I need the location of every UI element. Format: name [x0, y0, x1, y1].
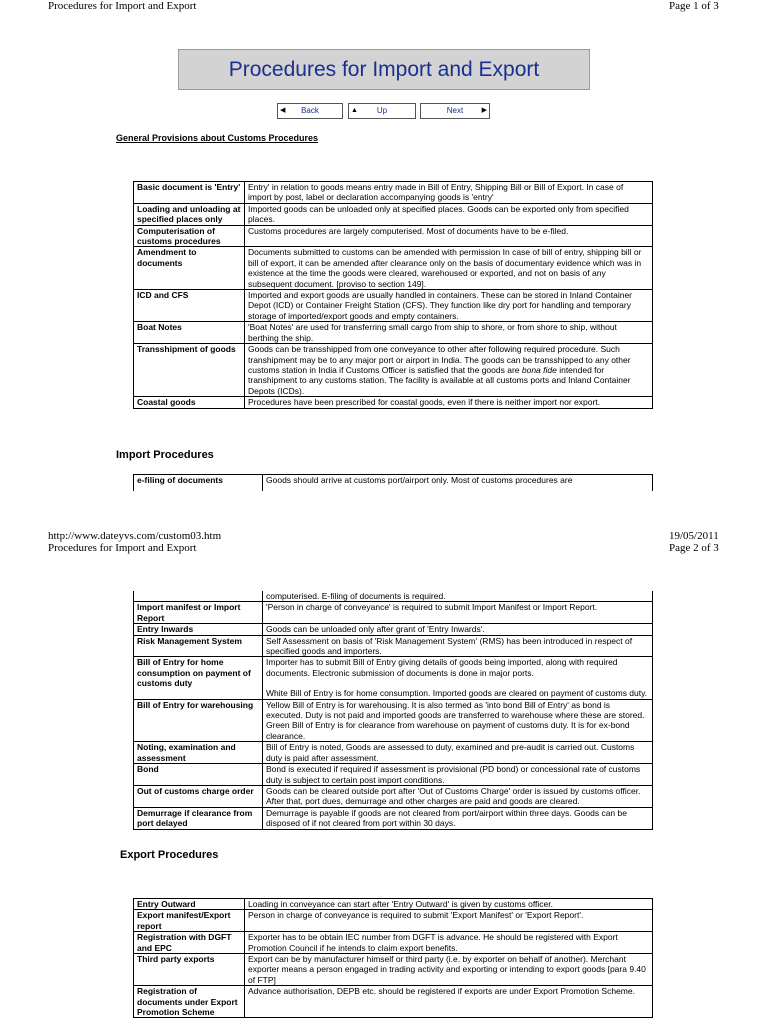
import-table-part2 — [133, 591, 653, 830]
row-key: Third party exports — [134, 954, 245, 986]
row-value: Entry' in relation to goods means entry made in Bill of Entry, Shipping Bill or Bill of Export. In case of import by post, label or declaration accompanying goods is 'entry' — [245, 182, 653, 204]
table-row — [134, 986, 653, 1018]
page1-page-number: Page 1 of 3 — [669, 0, 719, 12]
up-arrow-icon: ▲ — [351, 107, 358, 114]
table-row — [134, 699, 653, 742]
row-key: Risk Management System — [134, 635, 263, 657]
row-key: Basic document is 'Entry' — [134, 182, 245, 204]
row-key: Loading and unloading at specified places only — [134, 203, 245, 225]
row-value: Self Assessment on basis of 'Risk Management System' (RMS) has been introduced in respect of specified goods and importers. — [263, 635, 653, 657]
row-value: Importer has to submit Bill of Entry giving details of goods being imported, along with required documents. Electronic submission of documents is done in major ports. White Bill of Entry is for home consumption. Imported goods are cleared on payment of customs duty. — [263, 657, 653, 699]
up-label: Up — [376, 106, 388, 115]
row-key: Registration of documents under Export Promotion Scheme — [134, 986, 245, 1018]
table-row — [134, 742, 653, 764]
page2-header-title: Procedures for Import and Export — [48, 542, 197, 554]
row-key: Noting, examination and assessment — [134, 742, 263, 764]
page1-header-title: Procedures for Import and Export — [48, 0, 197, 12]
row-value: Goods can be cleared outside port after 'Out of Customs Charge' order is issued by customs officer. After that, port dues, demurrage and other charges are paid and goods are cleared. — [263, 785, 653, 807]
row-value: Imported and export goods are usually handled in containers. These can be stored in Inland Container Depot (ICD) or Container Freight Station (CFS). They function like dry port for handling and temporary storage of imported/export goods and empty containers. — [245, 290, 653, 322]
footer-url: http://www.dateyvs.com/custom03.htm — [48, 530, 222, 542]
row-value: 'Boat Notes' are used for transferring small cargo from ship to shore, or from shore to ship, without berthing the ship. — [245, 322, 653, 344]
banner-title: Procedures for Import and Export — [228, 58, 540, 81]
row-value: Imported goods can be unloaded only at specified places. Goods can be exported only from specified places. — [245, 203, 653, 225]
table-row — [134, 657, 653, 699]
export-table — [133, 898, 653, 1018]
table-row — [134, 247, 653, 290]
next-button[interactable] — [420, 103, 490, 119]
table-row — [134, 624, 653, 635]
row-key: Entry Inwards — [134, 624, 263, 635]
export-procedures-heading: Export Procedures — [120, 849, 219, 861]
row-value: 'Person in charge of conveyance' is required to submit Import Manifest or Import Report. — [263, 602, 653, 624]
general-provisions-heading: General Provisions about Customs Procedures — [116, 133, 319, 143]
table-row — [134, 225, 653, 247]
row-key: Export manifest/Export report — [134, 910, 245, 932]
row-value: Bond is executed if required if assessment is provisional (PD bond) or concessional rate of customs duty is subject to certain post import conditions. — [263, 764, 653, 786]
next-arrow-icon: ▶ — [481, 107, 487, 114]
back-arrow-icon: ◀ — [280, 107, 286, 114]
back-label: Back — [301, 106, 319, 115]
table-row — [134, 785, 653, 807]
row-value: Documents submitted to customs can be amended with permission In case of bill of entry, shipping bill or bill of export, it can be amended after clearance only on the basis of documentary evidence which was in existence at the time the goods were cleared, warehoused or exported, and not on basis of any subsequent document. [proviso to section 149]. — [245, 247, 653, 290]
row-key: ICD and CFS — [134, 290, 245, 322]
row-key: Entry Outward — [134, 899, 245, 910]
table-row — [134, 635, 653, 657]
table-row — [134, 203, 653, 225]
row-key: Registration with DGFT and EPC — [134, 932, 245, 954]
row-value: Loading in conveyance can start after 'Entry Outward' is given by customs officer. — [245, 899, 653, 910]
back-button[interactable] — [277, 103, 343, 119]
table-row — [134, 807, 653, 829]
table-row — [134, 475, 653, 492]
footer-date: 19/05/2011 — [669, 530, 719, 542]
row-key: Computerisation of customs procedures — [134, 225, 245, 247]
table-row — [134, 182, 653, 204]
table-row — [134, 764, 653, 786]
row-key: Out of customs charge order — [134, 785, 263, 807]
row-key: Demurrage if clearance from port delayed — [134, 807, 263, 829]
up-button[interactable] — [348, 103, 416, 119]
table-row — [134, 397, 653, 408]
row-value: Demurrage is payable if goods are not cleared from port/airport within three days. Goods can be disposed of if not cleared from port within 30 days. — [263, 807, 653, 829]
table-row — [134, 344, 653, 397]
row-key: Transshipment of goods — [134, 344, 245, 397]
import-table-part1 — [133, 474, 653, 491]
row-value: Person in charge of conveyance is required to submit 'Export Manifest' or 'Export Report'. — [245, 910, 653, 932]
page2-page-number: Page 2 of 3 — [669, 542, 719, 554]
import-procedures-heading: Import Procedures — [116, 449, 214, 461]
general-provisions-table — [133, 181, 653, 409]
row-key: Coastal goods — [134, 397, 245, 408]
table-row — [134, 602, 653, 624]
row-value: Yellow Bill of Entry is for warehousing. It is also termed as 'into bond Bill of Entry' as bond is executed. Duty is not paid and imported goods are transferred to warehouse where these are stored. Green Bill of Entry is for clearance from warehouse on payment of customs duty. It is for ex-bond clearance. — [263, 699, 653, 742]
row-key: Bill of Entry for warehousing — [134, 699, 263, 742]
table-row — [134, 322, 653, 344]
row-value: Bill of Entry is noted, Goods are assessed to duty, examined and pre-audit is carried out. Customs duty is paid after assessment. — [263, 742, 653, 764]
table-row — [134, 899, 653, 910]
table-row — [134, 591, 653, 602]
row-value: Goods can be transshipped from one conveyance to other after following required procedure. Such transhipment may be to any major port or airport in India. The goods can be transshipped to any other customs station in India if Customs Officer is satisfied that the goods are bona fide intended for transhipment to any customs station. The facility is available at all customs ports and Inland Container Depots (ICDs). — [245, 344, 653, 397]
row-value: Export can be by manufacturer himself or third party (i.e. by exporter on behalf of another). Merchant exporter means a person engaged in trading activity and exporting or intending to export goods [para 9.40 of FTP] — [245, 954, 653, 986]
row-key: Amendment to documents — [134, 247, 245, 290]
next-label: Next — [446, 106, 464, 115]
table-row — [134, 910, 653, 932]
row-value: Procedures have been prescribed for coastal goods, even if there is neither import nor export. — [245, 397, 653, 408]
title-banner — [178, 49, 590, 90]
row-value: Goods can be unloaded only after grant of 'Entry Inwards'. — [263, 624, 653, 635]
row-key: e-filing of documents — [134, 475, 263, 492]
row-value: Customs procedures are largely computerised. Most of documents have to be e-filed. — [245, 225, 653, 247]
row-key: Bond — [134, 764, 263, 786]
row-key: Import manifest or Import Report — [134, 602, 263, 624]
table-row — [134, 290, 653, 322]
row-value: computerised. E-filing of documents is required. — [263, 591, 653, 602]
row-key: Boat Notes — [134, 322, 245, 344]
table-row — [134, 932, 653, 954]
row-value: Goods should arrive at customs port/airport only. Most of customs procedures are — [263, 475, 653, 492]
row-value: Advance authorisation, DEPB etc. should be registered if exports are under Export Promotion Scheme. — [245, 986, 653, 1018]
row-value: Exporter has to be obtain IEC number from DGFT is advance. He should be registered with Export Promotion Council if he intends to claim export benefits. — [245, 932, 653, 954]
row-key — [134, 591, 263, 602]
table-row — [134, 954, 653, 986]
row-key: Bill of Entry for home consumption on payment of customs duty — [134, 657, 263, 699]
